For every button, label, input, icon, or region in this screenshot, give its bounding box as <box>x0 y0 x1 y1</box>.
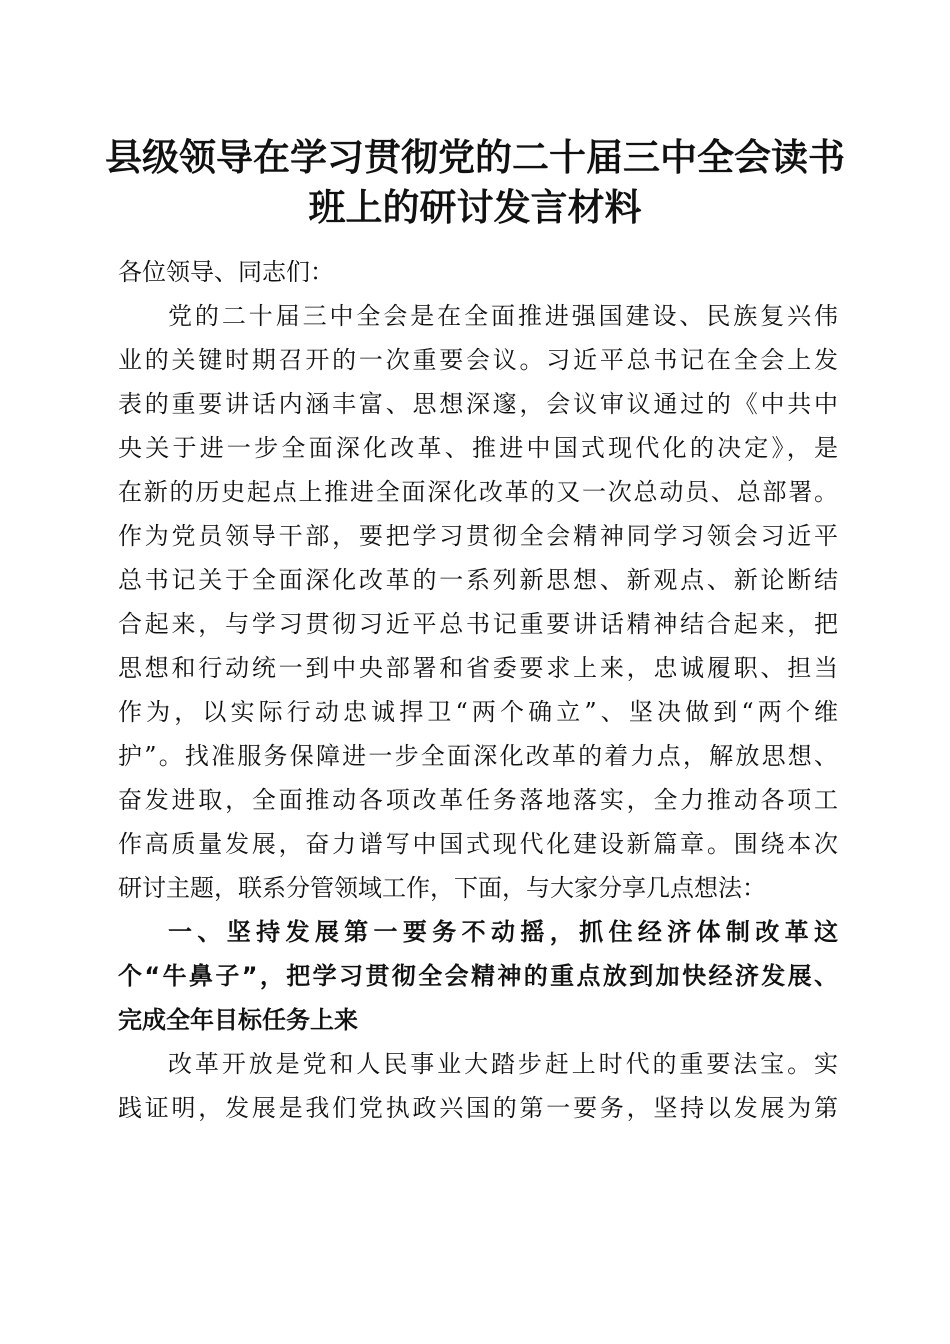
paragraph-line: 在新的历史起点上推进全面深化改革的又一次总动员、总部署。 <box>118 478 838 506</box>
paragraph-line: 表的重要讲话内涵丰富、思想深邃，会议审议通过的《中共中 <box>118 390 838 418</box>
heading-line: 一、坚持发展第一要务不动摇，抓住经济体制改革这 <box>168 918 838 946</box>
paragraph-line: 作为党员领导干部，要把学习贯彻全会精神同学习领会习近平 <box>118 522 838 550</box>
paragraph-line: 央关于进一步全面深化改革、推进中国式现代化的决定》，是 <box>118 434 838 462</box>
paragraph-line: 作为，以实际行动忠诚捍卫“两个确立”、坚决做到“两个维 <box>118 698 838 726</box>
paragraph-line: 改革开放是党和人民事业大踏步赶上时代的重要法宝。实 <box>168 1050 838 1078</box>
section-heading-1 <box>118 910 838 1042</box>
paragraph-line: 践证明，发展是我们党执政兴国的第一要务，坚持以发展为第 <box>118 1094 838 1122</box>
document-body <box>118 250 838 1130</box>
title-line-2: 班上的研讨发言材料 <box>308 185 642 229</box>
paragraph-line: 党的二十届三中全会是在全面推进强国建设、民族复兴伟 <box>168 302 838 330</box>
paragraph-line: 总书记关于全面深化改革的一系列新思想、新观点、新论断结 <box>118 566 838 594</box>
paragraph-line: 作高质量发展，奋力谱写中国式现代化建设新篇章。围绕本次 <box>118 830 838 858</box>
paragraph-line: 合起来，与学习贯彻习近平总书记重要讲话精神结合起来，把 <box>118 610 838 638</box>
title-line-1: 县级领导在学习贯彻党的二十届三中全会读书 <box>105 135 845 179</box>
paragraph-line: 护”。找准服务保障进一步全面深化改革的着力点，解放思想、 <box>118 742 838 770</box>
document-title <box>80 132 870 232</box>
greeting: 各位领导、同志们： <box>118 258 334 286</box>
paragraph-line: 奋发进取，全面推动各项改革任务落地落实，全力推动各项工 <box>118 786 838 814</box>
paragraph-1 <box>118 294 838 910</box>
heading-line: 完成全年目标任务上来 <box>118 1006 358 1034</box>
paragraph-line: 思想和行动统一到中央部署和省委要求上来，忠诚履职、担当 <box>118 654 838 682</box>
heading-line: 个“牛鼻子”，把学习贯彻全会精神的重点放到加快经济发展、 <box>118 962 838 990</box>
paragraph-2 <box>118 1042 838 1130</box>
paragraph-line: 研讨主题，联系分管领域工作，下面，与大家分享几点想法： <box>118 874 766 902</box>
paragraph-line: 业的关键时期召开的一次重要会议。习近平总书记在全会上发 <box>118 346 838 374</box>
